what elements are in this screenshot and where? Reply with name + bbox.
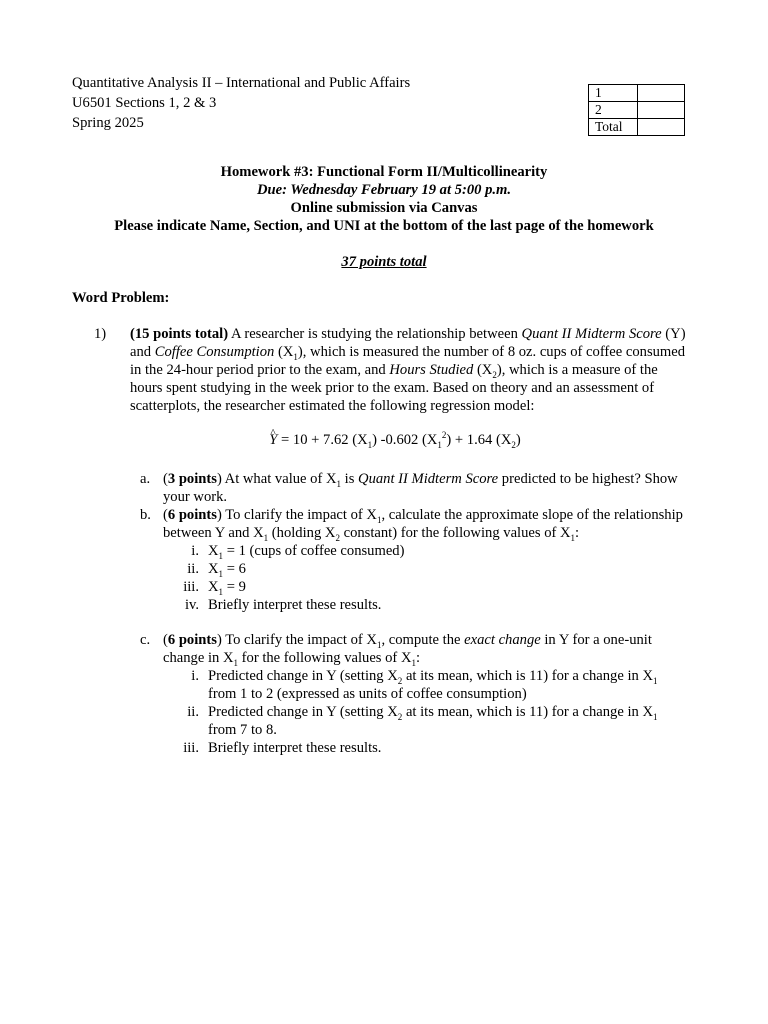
- variable-x1: Coffee Consumption: [154, 344, 275, 360]
- subscript: 2: [492, 369, 497, 380]
- due-date: Due: Wednesday February 19 at 5:00 p.m.: [256, 182, 512, 198]
- subscript: 1: [376, 639, 382, 650]
- homework-title: Homework #3: Functional Form II/Multicollinearity: [220, 164, 548, 180]
- question-number: 1): [94, 326, 107, 342]
- text-part: X: [208, 579, 219, 595]
- question-text-part: A researcher is studying the relationship between: [228, 326, 522, 342]
- list-item-label: ii.: [187, 561, 199, 577]
- score-table: [588, 84, 685, 136]
- subscript: 1: [218, 568, 224, 579]
- subscript: 2: [397, 675, 403, 686]
- subscript: 1: [376, 514, 382, 525]
- question-text-part: (Y) and: [130, 326, 686, 360]
- text-part: is: [341, 471, 359, 487]
- subscript: 2: [335, 532, 340, 543]
- text-part: from 7 to 8.: [208, 722, 277, 738]
- text-part: predicted to be highest? Show your work.: [163, 471, 678, 505]
- equation-part: ) -0.602 (X: [372, 432, 438, 448]
- question-text-part: (X: [274, 344, 294, 360]
- subscript: 1: [336, 478, 342, 489]
- text-part: at its mean, which is 11) for a change in X: [402, 668, 654, 684]
- text-part: from 1 to 2 (expressed as units of coffee consumption): [208, 686, 527, 702]
- instructions: Please indicate Name, Section, and UNI at the bottom of the last page of the homework: [114, 218, 654, 234]
- score-label: 1: [589, 85, 638, 102]
- list-item-label: ii.: [187, 704, 199, 720]
- part-text: [163, 470, 683, 506]
- text-part: :: [415, 650, 421, 666]
- subscript: 1: [293, 351, 298, 362]
- score-row: [589, 102, 685, 119]
- course-sections: U6501 Sections 1, 2 & 3: [72, 95, 217, 111]
- points-total: 37 points total: [341, 254, 427, 270]
- list-item-label: iii.: [183, 579, 199, 595]
- text-part: at its mean, which is 11) for a change in X: [402, 704, 654, 720]
- text-part: Predicted change in Y (setting X: [208, 704, 398, 720]
- subscript: 1: [233, 657, 239, 668]
- text-part: ) To clarify the impact of X: [216, 507, 377, 523]
- text-part: = 1 (cups of coffee consumed): [223, 543, 405, 559]
- score-value: [638, 119, 685, 136]
- text-part: = 6: [223, 561, 246, 577]
- list-item-label: iii.: [183, 740, 199, 756]
- emphasis: Quant II Midterm Score: [358, 471, 499, 487]
- list-item-text: [208, 667, 688, 703]
- text-part: in Y for a one-unit change in X: [163, 632, 652, 666]
- text-part: X: [208, 543, 219, 559]
- subscript: 1: [653, 711, 658, 722]
- part-points: 6 points: [167, 632, 217, 648]
- variable-y: Quant II Midterm Score: [521, 326, 662, 342]
- list-item-text: [208, 596, 688, 614]
- subscript: 1: [218, 586, 224, 597]
- score-label: Total: [589, 119, 638, 136]
- list-item-text: [208, 542, 688, 560]
- list-item-label: i.: [191, 668, 199, 684]
- part-points: 6 points: [167, 507, 217, 523]
- list-item-text: [208, 578, 688, 596]
- equation-part: ) + 1.64 (X: [446, 432, 512, 448]
- emphasis: exact change: [464, 632, 541, 648]
- text-part: X: [208, 561, 219, 577]
- score-row: [589, 85, 685, 102]
- text-part: (: [163, 471, 168, 487]
- text-part: :: [575, 525, 580, 541]
- subscript: 1: [653, 675, 658, 686]
- subscript: 2: [397, 711, 403, 722]
- part-label: b.: [140, 507, 151, 523]
- subscript: 2: [511, 439, 516, 450]
- equation-part: ): [515, 432, 521, 448]
- list-item-text: [208, 560, 688, 578]
- score-value: [638, 85, 685, 102]
- superscript: 2: [441, 430, 447, 441]
- list-item-text: [208, 739, 688, 757]
- text-part: Briefly interpret these results.: [208, 740, 382, 756]
- text-part: Briefly interpret these results.: [208, 597, 382, 613]
- subscript: 1: [263, 532, 269, 543]
- question-text-part: ), which is measured the number of 8 oz. cups of coffee consumed in the 24-hour period prior to the exam, and: [130, 344, 686, 378]
- text-part: , calculate the approximate slope of the relationship between Y and X: [163, 507, 683, 541]
- subscript: 1: [437, 439, 442, 450]
- text-part: , compute the: [381, 632, 465, 648]
- part-text: [163, 506, 683, 542]
- text-part: constant) for the following values of X: [339, 525, 571, 541]
- subscript: 1: [367, 439, 373, 450]
- question-points: (15 points total): [130, 326, 229, 342]
- score-row: [589, 119, 685, 136]
- list-item-label: iv.: [184, 597, 199, 613]
- subscript: 1: [218, 550, 224, 561]
- submission-method: Online submission via Canvas: [290, 200, 478, 216]
- score-value: [638, 102, 685, 119]
- points-total-wrap: [0, 253, 768, 271]
- question-text: [130, 325, 690, 415]
- section-heading: Word Problem:: [72, 290, 170, 306]
- list-item-label: i.: [191, 543, 199, 559]
- equation-part: = 10 + 7.62 (X: [277, 432, 368, 448]
- question-text-part: (X: [473, 362, 493, 378]
- part-points: 3 points: [167, 471, 217, 487]
- text-part: Predicted change in Y (setting X: [208, 668, 398, 684]
- course-term: Spring 2025: [72, 115, 144, 131]
- variable-x2: Hours Studied: [389, 362, 474, 378]
- question-text-part: ), which is a measure of the hours spent studying in the week prior to the exam. Based on theory and an assessment of scatterplots, the researcher estimated the following regression model:: [130, 362, 658, 414]
- text-part: ) To clarify the impact of X: [216, 632, 377, 648]
- course-title: Quantitative Analysis II – International and Public Affairs: [72, 75, 411, 91]
- part-text: [163, 631, 683, 667]
- text-part: for the following values of X: [238, 650, 412, 666]
- course-header: [72, 74, 410, 134]
- score-label: 2: [589, 102, 638, 119]
- text-part: (: [163, 632, 168, 648]
- part-label: a.: [140, 471, 151, 487]
- text-part: (: [163, 507, 168, 523]
- subscript: 1: [570, 532, 576, 543]
- text-part: = 9: [223, 579, 246, 595]
- list-item-text: [208, 703, 688, 739]
- subscript: 1: [411, 657, 416, 668]
- text-part: ) At what value of X: [216, 471, 337, 487]
- part-label: c.: [140, 632, 151, 648]
- regression-equation: [0, 431, 768, 449]
- y-hat: ^ Y: [269, 431, 277, 449]
- text-part: (holding X: [268, 525, 336, 541]
